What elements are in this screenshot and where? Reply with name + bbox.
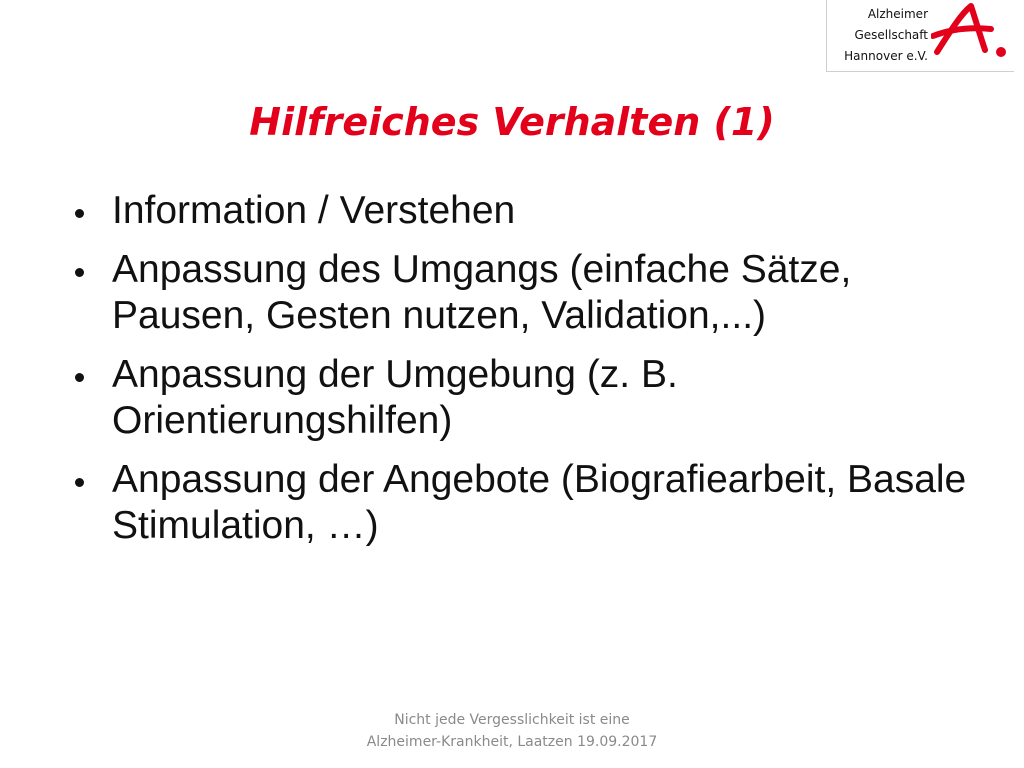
footer — [0, 709, 1024, 753]
logo-line-3: Hannover e.V. — [844, 49, 928, 63]
bullet-text: Anpassung der Angebote (Biografiearbeit, Basale Stimulation, …) — [112, 458, 967, 547]
bullet-item — [66, 457, 986, 549]
bullet-dot — [75, 209, 84, 218]
bullet-dot — [75, 478, 84, 487]
logo-line-1: Alzheimer — [867, 7, 928, 21]
bullet-dot — [75, 373, 84, 382]
bullet-text: Anpassung der Umgebung (z. B. Orientierungshilfen) — [112, 353, 678, 442]
bullet-item — [66, 352, 986, 444]
bullet-text: Anpassung des Umgangs (einfache Sätze, Pausen, Gesten nutzen, Validation,...) — [112, 248, 852, 337]
bullet-dot — [75, 268, 84, 277]
footer-line-2: Alzheimer-Krankheit, Laatzen 19.09.2017 — [366, 734, 658, 750]
bullet-item — [66, 247, 986, 339]
logo-text — [844, 4, 928, 67]
slide-title: Hilfreiches Verhalten (1) — [249, 100, 775, 144]
alzheimer-a-logo-icon — [931, 2, 1011, 68]
logo-line-2: Gesellschaft — [854, 28, 928, 42]
footer-line-1: Nicht jede Vergesslichkeit ist eine — [394, 712, 630, 728]
bullet-list — [66, 188, 986, 562]
logo-box — [826, 0, 1014, 72]
bullet-text: Information / Verstehen — [112, 189, 516, 232]
bullet-item — [66, 188, 986, 234]
